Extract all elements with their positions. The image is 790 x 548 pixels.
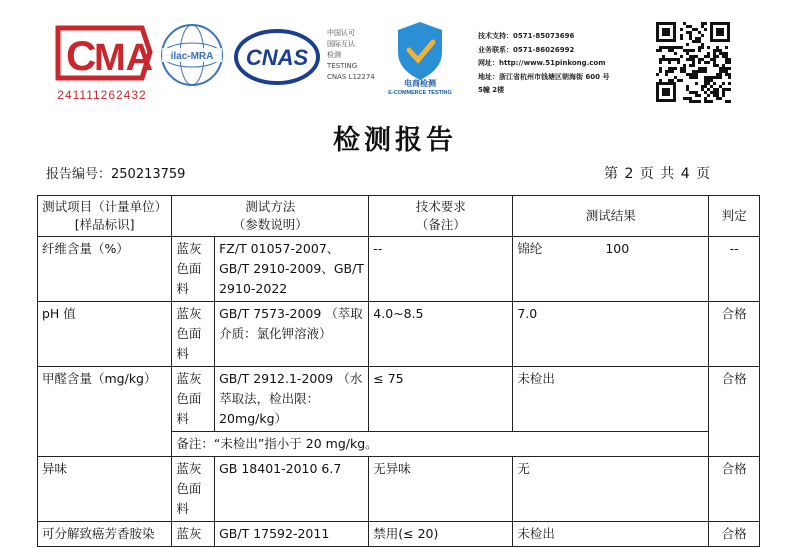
cell-material: 蓝灰色面料: [172, 237, 215, 302]
qr-code: [654, 20, 732, 104]
contact-address-2: 5幢 2楼: [478, 86, 505, 94]
cell-material: 蓝灰色面料: [172, 367, 215, 432]
page-number: 第 2 页 共 4 页: [604, 166, 712, 182]
header-test-method: [172, 196, 369, 237]
cell-item: 异味: [38, 457, 172, 522]
cert-line: 检测: [327, 51, 341, 59]
cma-logo-text: MA: [94, 37, 154, 79]
contact-address: 地址：浙江省杭州市钱塘区朝海街 600 号: [478, 72, 610, 81]
cell-method: FZ/T 01057-2007、GB/T 2910-2009、GB/T 2910-2022: [215, 237, 369, 302]
result-fiber-name: 锦纶: [517, 241, 543, 256]
cell-result: 未检出: [513, 367, 709, 432]
cnas-logo-text: CNAS: [245, 45, 309, 70]
cell-method: GB/T 17592-2011: [215, 522, 369, 547]
header-requirement-line1: 技术要求: [415, 199, 466, 214]
header-test-item-line2: [样品标识]: [74, 217, 135, 232]
cell-item: 甲醛含量（mg/kg）: [38, 367, 172, 457]
header-test-item-line1: 测试项目（计量单位）: [42, 199, 168, 214]
cell-requirement: 无异味: [369, 457, 513, 522]
cell-method: GB 18401-2010 6.7: [215, 457, 369, 522]
table-row: [38, 367, 760, 432]
cell-item: 纤维含量（%）: [38, 237, 172, 302]
table-row: [38, 237, 760, 302]
shield-icon: [398, 22, 442, 80]
result-fiber-value: 100: [605, 241, 630, 256]
cell-judgement: 合格: [709, 367, 760, 457]
report-title: 检测报告: [333, 125, 457, 156]
ecom-en-text: E-COMMERCE TESTING: [388, 90, 452, 96]
cert-line: TESTING: [327, 62, 358, 70]
cert-line: CNAS L12274: [327, 73, 375, 81]
cma-logo: [50, 22, 154, 104]
cert-line: 中国认可: [327, 29, 355, 37]
cnas-cert-text: [327, 28, 375, 83]
cell-judgement: 合格: [709, 522, 760, 547]
table-row: [38, 522, 760, 547]
cell-judgement: 合格: [709, 457, 760, 522]
ecommerce-testing-logo: [380, 20, 460, 96]
table-header-row: [38, 196, 760, 237]
cell-requirement: ≤ 75: [369, 367, 513, 432]
cell-requirement: 4.0~8.5: [369, 302, 513, 367]
contact-business: 业务联系：0571-86026992: [478, 45, 575, 54]
contact-website: 网址：http://www.51pinkong.com: [478, 59, 606, 67]
contact-support: 技术支持：0571-85073696: [478, 32, 575, 40]
header-test-method-line1: 测试方法: [245, 199, 296, 214]
svg-text:C: C: [66, 32, 97, 79]
cert-line: 国际互认: [327, 40, 355, 48]
cell-item: pH 值: [38, 302, 172, 367]
cell-judgement: --: [709, 237, 760, 302]
cell-requirement: 禁用(≤ 20): [369, 522, 513, 547]
header-result: 测试结果: [513, 196, 709, 237]
cell-material: 蓝灰色面料: [172, 302, 215, 367]
cell-method: GB/T 2912.1-2009 （水萃取法，检出限：20mg/kg）: [215, 367, 369, 432]
header-test-method-line2: （参数说明）: [232, 217, 308, 232]
cell-material: 蓝灰色面料: [172, 457, 215, 522]
cnas-logo: [234, 26, 320, 88]
report-number: 报告编号：250213759: [46, 167, 186, 182]
cell-item: 可分解致癌芳香胺染: [38, 522, 172, 547]
cell-judgement: 合格: [709, 302, 760, 367]
header-requirement: [369, 196, 513, 237]
header-requirement-line2: （备注）: [415, 217, 466, 232]
cell-note: 备注：“未检出”指小于 20 mg/kg。: [172, 432, 709, 457]
table-row: [38, 302, 760, 367]
cell-result: 未检出: [513, 522, 709, 547]
cma-code: 241111262432: [57, 88, 147, 102]
header-judgement: 判定: [709, 196, 760, 237]
test-results-table: [37, 195, 760, 547]
cell-requirement: --: [369, 237, 513, 302]
cell-result: 7.0: [513, 302, 709, 367]
cell-method: GB/T 7573-2009 （萃取介质：氯化钾溶液）: [215, 302, 369, 367]
ecom-cn-text: 电商检测: [404, 79, 436, 88]
header-test-item: [38, 196, 172, 237]
cell-result: 无: [513, 457, 709, 522]
table-row: [38, 457, 760, 522]
cell-result: [513, 237, 709, 302]
ilac-logo-text: ilac-MRA: [170, 51, 214, 62]
cell-material: 蓝灰: [172, 522, 215, 547]
ilac-mra-logo: [158, 22, 226, 88]
contact-info: [478, 30, 610, 98]
